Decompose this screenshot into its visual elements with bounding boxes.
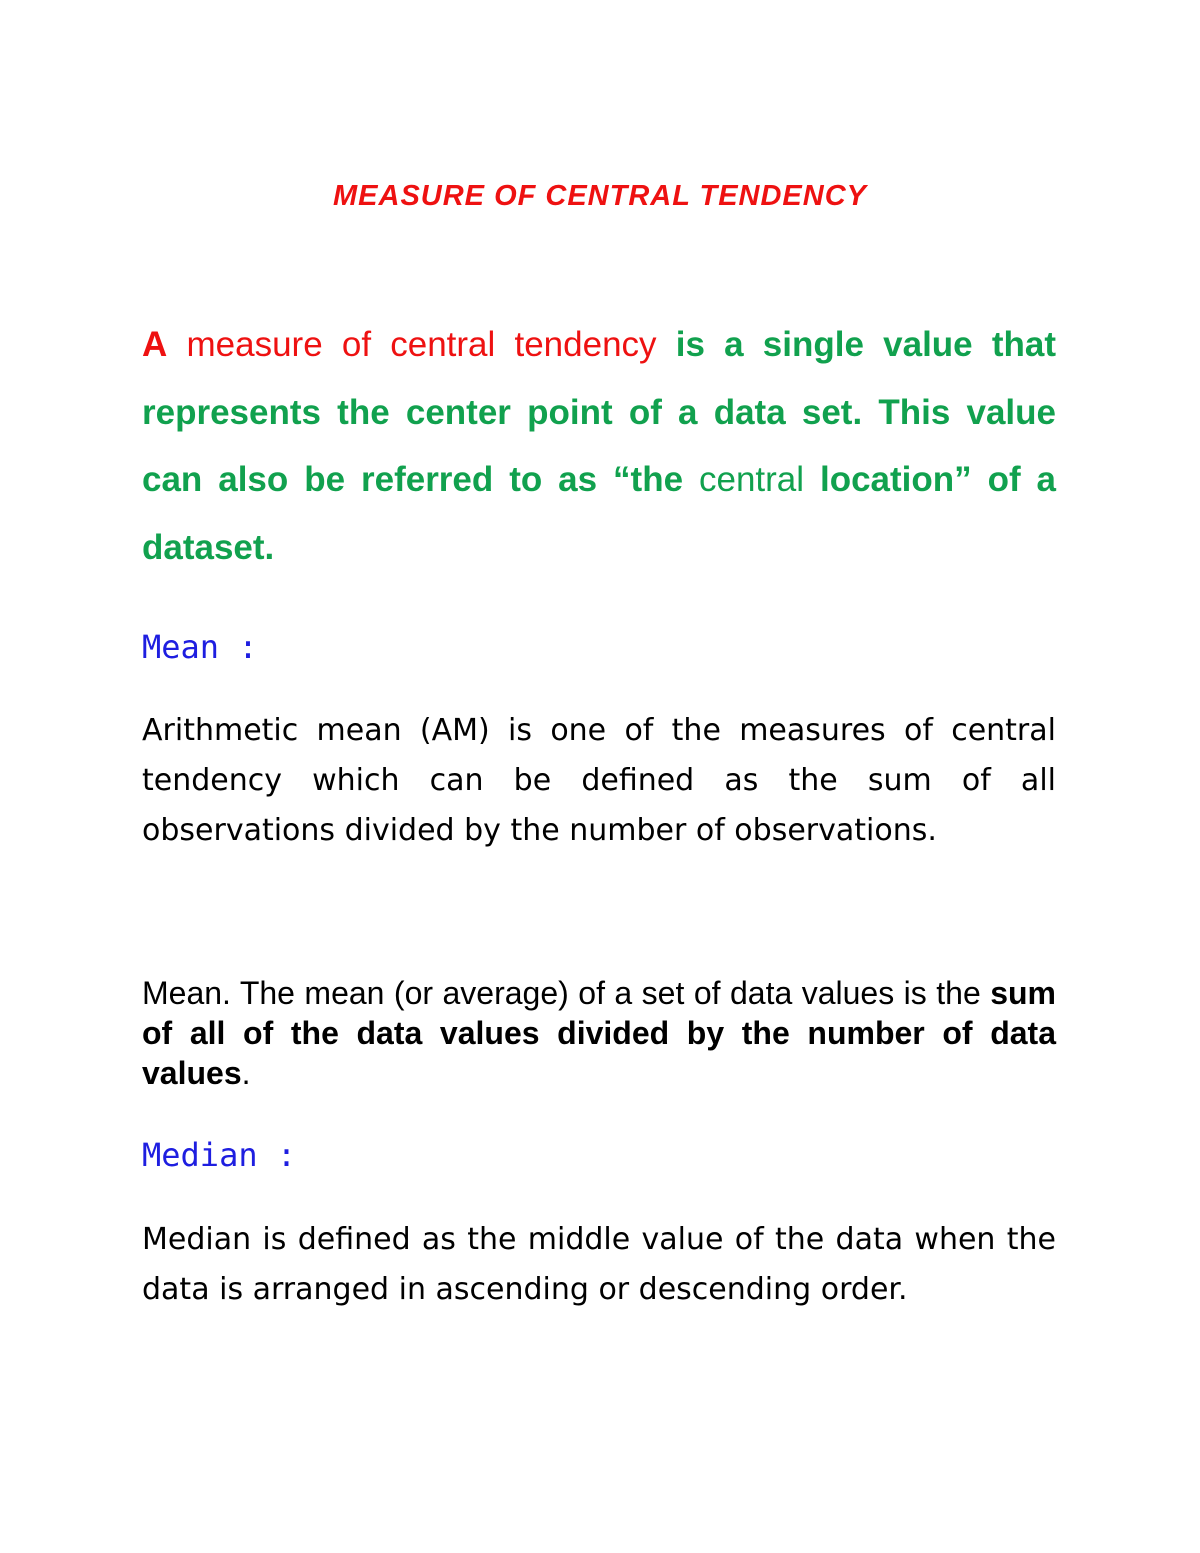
mean-definition-period: . [241,1055,251,1091]
definition-term: measure of central tendency [167,325,676,364]
mean-definition-paragraph [142,973,1056,1093]
mean-definition-intro: Mean. The mean (or average) of a set of data values is the [142,975,991,1011]
definition-ending: location” of a dataset. [142,460,1057,567]
arithmetic-mean-paragraph: Arithmetic mean (AM) is one of the measures of central tendency which can be defined as the sum of all observations divided by the number of observations. [142,713,1056,848]
median-paragraph: Median is defined as the middle value of the data when the data is arranged in ascending or descending order. [142,1222,1056,1307]
mean-heading: Mean : [142,628,258,666]
median-heading: Median : [142,1136,297,1174]
definition-paragraph [142,311,1056,581]
document-title: MEASURE OF CENTRAL TENDENCY [333,180,867,212]
definition-body: is a single value that represents the center point of a data set. This value can also be referred to as “the [142,325,1056,499]
definition-central: central [683,460,820,499]
definition-article: A [142,325,168,364]
mean-definition-bold: sum of all of the data values divided by the number of data values [142,975,1056,1091]
